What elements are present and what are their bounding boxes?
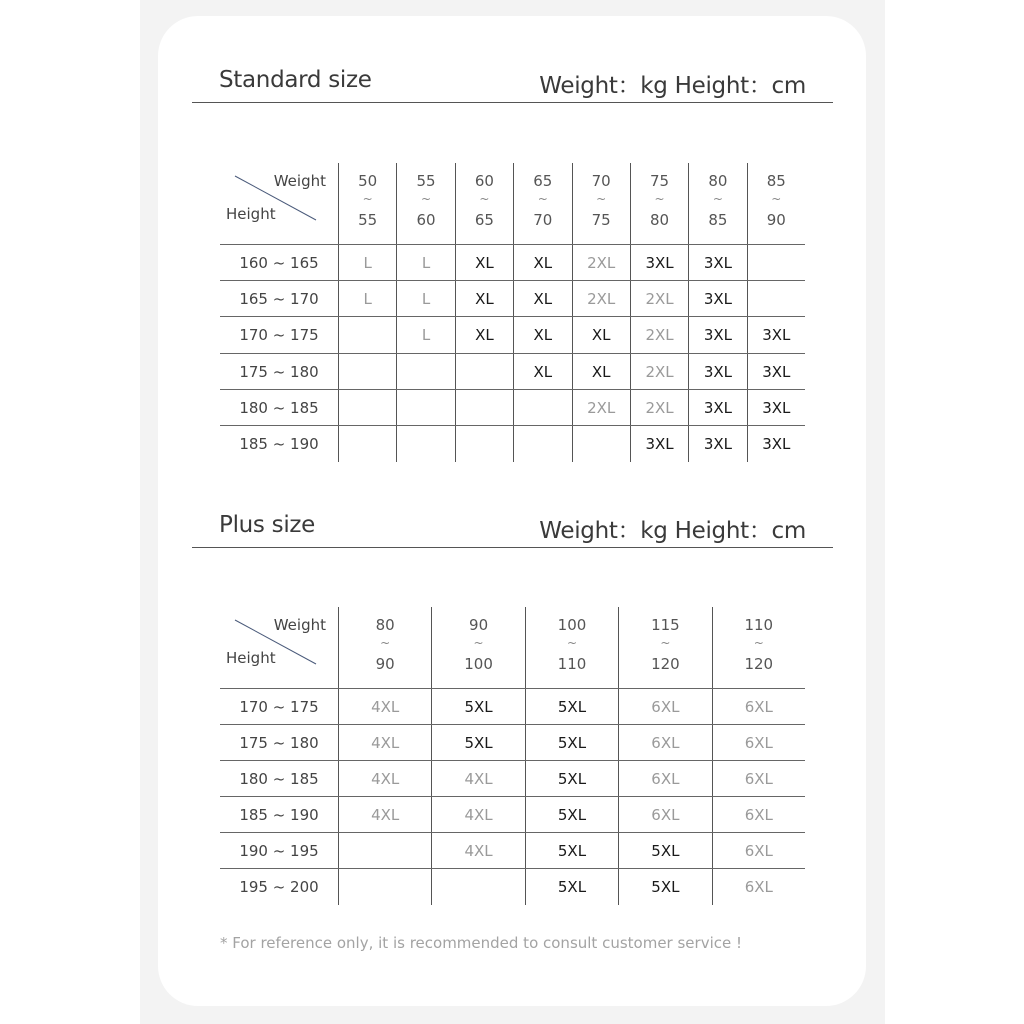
plus-size-table [220, 607, 805, 905]
size-cell: 5XL [618, 869, 711, 905]
size-cell: 3XL [630, 245, 688, 280]
weight-range-end: 80 [650, 211, 670, 229]
weight-range-start: 70 [591, 172, 611, 190]
size-cell: L [396, 245, 454, 280]
corner-height-label: Height [226, 205, 276, 223]
size-cell: 6XL [618, 761, 711, 796]
size-cell: XL [513, 354, 571, 389]
weight-range-end: 90 [375, 655, 395, 673]
weight-range-start: 80 [708, 172, 728, 190]
height-range-label: 175 ~ 180 [239, 733, 319, 752]
weight-column-header [338, 163, 396, 244]
standard-size-table [220, 163, 805, 462]
size-cell [338, 317, 396, 353]
size-cell: 2XL [630, 354, 688, 389]
size-cell: 6XL [712, 689, 805, 724]
table-header [220, 163, 805, 245]
size-cell: 5XL [525, 797, 618, 832]
range-separator: ~ [421, 192, 432, 206]
size-cell [396, 390, 454, 425]
plus-size-units: Weight：kg Height：cm [539, 518, 806, 544]
size-cell [747, 245, 805, 280]
table-row [220, 317, 805, 354]
plus-size-title: Plus size [219, 512, 316, 538]
weight-column-header [747, 163, 805, 244]
height-range-label: 180 ~ 185 [239, 398, 319, 417]
weight-column-header [431, 607, 524, 688]
size-cell [747, 281, 805, 316]
size-cell [338, 833, 431, 868]
weight-column-header [712, 607, 805, 688]
standard-size-title: Standard size [219, 67, 372, 93]
weight-range-end: 90 [766, 211, 786, 229]
corner-weight-label: Weight [273, 172, 326, 190]
size-cell: 4XL [338, 689, 431, 724]
corner-cell [220, 163, 338, 244]
weight-range-end: 120 [651, 655, 680, 673]
size-cell: 3XL [688, 281, 746, 316]
weight-column-header [630, 163, 688, 244]
size-cell: 2XL [630, 317, 688, 353]
weight-range-start: 60 [474, 172, 494, 190]
size-cell: 5XL [525, 869, 618, 905]
height-range-label: 185 ~ 190 [239, 805, 319, 824]
table-row [220, 725, 805, 761]
size-cell: XL [513, 317, 571, 353]
size-cell [455, 354, 513, 389]
table-row [220, 761, 805, 797]
size-cell [431, 869, 524, 905]
weight-range-start: 115 [651, 616, 680, 634]
height-range-label: 195 ~ 200 [239, 878, 319, 896]
weight-range-start: 110 [744, 616, 774, 634]
table-row [220, 426, 805, 462]
size-cell: L [396, 281, 454, 316]
size-cell: 3XL [688, 426, 746, 462]
size-cell: 3XL [688, 354, 746, 389]
size-cell: XL [455, 281, 513, 316]
weight-range-end: 85 [708, 211, 728, 229]
weight-range-start: 65 [533, 172, 553, 190]
size-cell: L [396, 317, 454, 353]
corner-weight-label: Weight [273, 616, 326, 634]
range-separator: ~ [566, 636, 578, 650]
corner-height-label: Height [226, 649, 276, 667]
size-cell [455, 390, 513, 425]
height-range-label: 165 ~ 170 [239, 289, 319, 308]
size-cell: 6XL [618, 725, 711, 760]
range-separator: ~ [712, 192, 723, 206]
table-row [220, 833, 805, 869]
size-cell: 5XL [525, 725, 618, 760]
range-separator: ~ [537, 192, 548, 206]
plus-size-header [192, 512, 833, 548]
range-separator: ~ [771, 192, 782, 206]
size-cell [513, 426, 571, 462]
corner-cell [220, 607, 338, 688]
size-cell [572, 426, 630, 462]
size-cell: 5XL [431, 725, 524, 760]
size-cell: XL [513, 281, 571, 316]
weight-range-end: 60 [416, 211, 436, 229]
weight-range-start: 80 [375, 616, 395, 634]
weight-column-header [572, 163, 630, 244]
size-cell: 4XL [338, 797, 431, 832]
standard-size-units: Weight：kg Height：cm [539, 73, 806, 99]
table-row [220, 797, 805, 833]
weight-range-end: 75 [591, 211, 611, 229]
size-cell: 2XL [572, 390, 630, 425]
size-cell: 3XL [747, 390, 805, 425]
size-cell: XL [455, 245, 513, 280]
size-cell: 6XL [618, 689, 711, 724]
height-range-label: 180 ~ 185 [239, 769, 319, 788]
size-cell: 4XL [431, 833, 524, 868]
size-cell: 5XL [618, 833, 711, 868]
standard-size-header [192, 67, 833, 103]
size-cell: 3XL [747, 317, 805, 353]
size-cell: 2XL [630, 390, 688, 425]
height-range-label: 160 ~ 165 [239, 253, 319, 272]
range-separator: ~ [479, 192, 490, 206]
size-cell: XL [513, 245, 571, 280]
size-cell: 3XL [688, 317, 746, 353]
weight-range-end: 120 [744, 655, 774, 673]
size-cell [338, 426, 396, 462]
range-separator: ~ [380, 636, 391, 650]
range-separator: ~ [473, 636, 484, 650]
weight-range-end: 65 [474, 211, 494, 229]
weight-range-end: 100 [464, 655, 493, 673]
weight-range-start: 90 [469, 616, 489, 634]
range-separator: ~ [753, 636, 764, 650]
table-row [220, 390, 805, 426]
range-separator: ~ [596, 192, 607, 206]
weight-column-header [525, 607, 618, 688]
table-row [220, 245, 805, 281]
weight-column-header [396, 163, 454, 244]
weight-range-start: 85 [766, 172, 786, 190]
table-header [220, 607, 805, 689]
range-separator: ~ [362, 192, 373, 206]
size-cell [396, 354, 454, 389]
size-cell: 4XL [338, 761, 431, 796]
size-cell: 6XL [712, 797, 805, 832]
weight-column-header [618, 607, 711, 688]
size-cell: L [338, 245, 396, 280]
size-cell: 6XL [618, 797, 711, 832]
size-cell: 5XL [525, 761, 618, 796]
size-cell: 3XL [688, 245, 746, 280]
size-cell: L [338, 281, 396, 316]
table-row [220, 281, 805, 317]
weight-range-end: 70 [533, 211, 553, 229]
size-cell: 2XL [572, 245, 630, 280]
range-separator: ~ [654, 192, 665, 206]
weight-range-start: 50 [358, 172, 378, 190]
size-cell: 4XL [431, 761, 524, 796]
size-cell: XL [572, 317, 630, 353]
size-cell: 5XL [431, 689, 524, 724]
size-cell [455, 426, 513, 462]
size-cell: 5XL [525, 833, 618, 868]
size-cell [338, 390, 396, 425]
weight-column-header [338, 607, 431, 688]
size-cell: 6XL [712, 833, 805, 868]
size-cell: 4XL [338, 725, 431, 760]
size-cell: 2XL [572, 281, 630, 316]
weight-column-header [455, 163, 513, 244]
size-cell: 2XL [630, 281, 688, 316]
weight-column-header [513, 163, 571, 244]
table-row [220, 869, 805, 905]
weight-range-end: 110 [557, 655, 587, 673]
size-cell [338, 354, 396, 389]
size-cell: XL [572, 354, 630, 389]
size-cell: 3XL [747, 354, 805, 389]
size-cell [513, 390, 571, 425]
size-cell: 3XL [630, 426, 688, 462]
size-cell [396, 426, 454, 462]
size-cell: 3XL [747, 426, 805, 462]
height-range-label: 185 ~ 190 [239, 435, 319, 453]
weight-range-start: 55 [416, 172, 436, 190]
size-cell: XL [455, 317, 513, 353]
height-range-label: 170 ~ 175 [239, 697, 319, 716]
range-separator: ~ [660, 636, 671, 650]
height-range-label: 170 ~ 175 [239, 326, 319, 344]
weight-column-header [688, 163, 746, 244]
footnote: * For reference only, it is recommended to consult customer service ! [220, 934, 742, 952]
size-cell: 6XL [712, 725, 805, 760]
height-range-label: 175 ~ 180 [239, 362, 319, 381]
size-cell: 5XL [525, 689, 618, 724]
size-cell: 6XL [712, 761, 805, 796]
table-row [220, 689, 805, 725]
weight-range-start: 100 [557, 616, 587, 634]
height-range-label: 190 ~ 195 [239, 841, 319, 860]
table-row [220, 354, 805, 390]
weight-range-end: 55 [358, 211, 378, 229]
weight-range-start: 75 [650, 172, 670, 190]
size-cell: 6XL [712, 869, 805, 905]
size-cell: 3XL [688, 390, 746, 425]
size-cell [338, 869, 431, 905]
size-cell: 4XL [431, 797, 524, 832]
